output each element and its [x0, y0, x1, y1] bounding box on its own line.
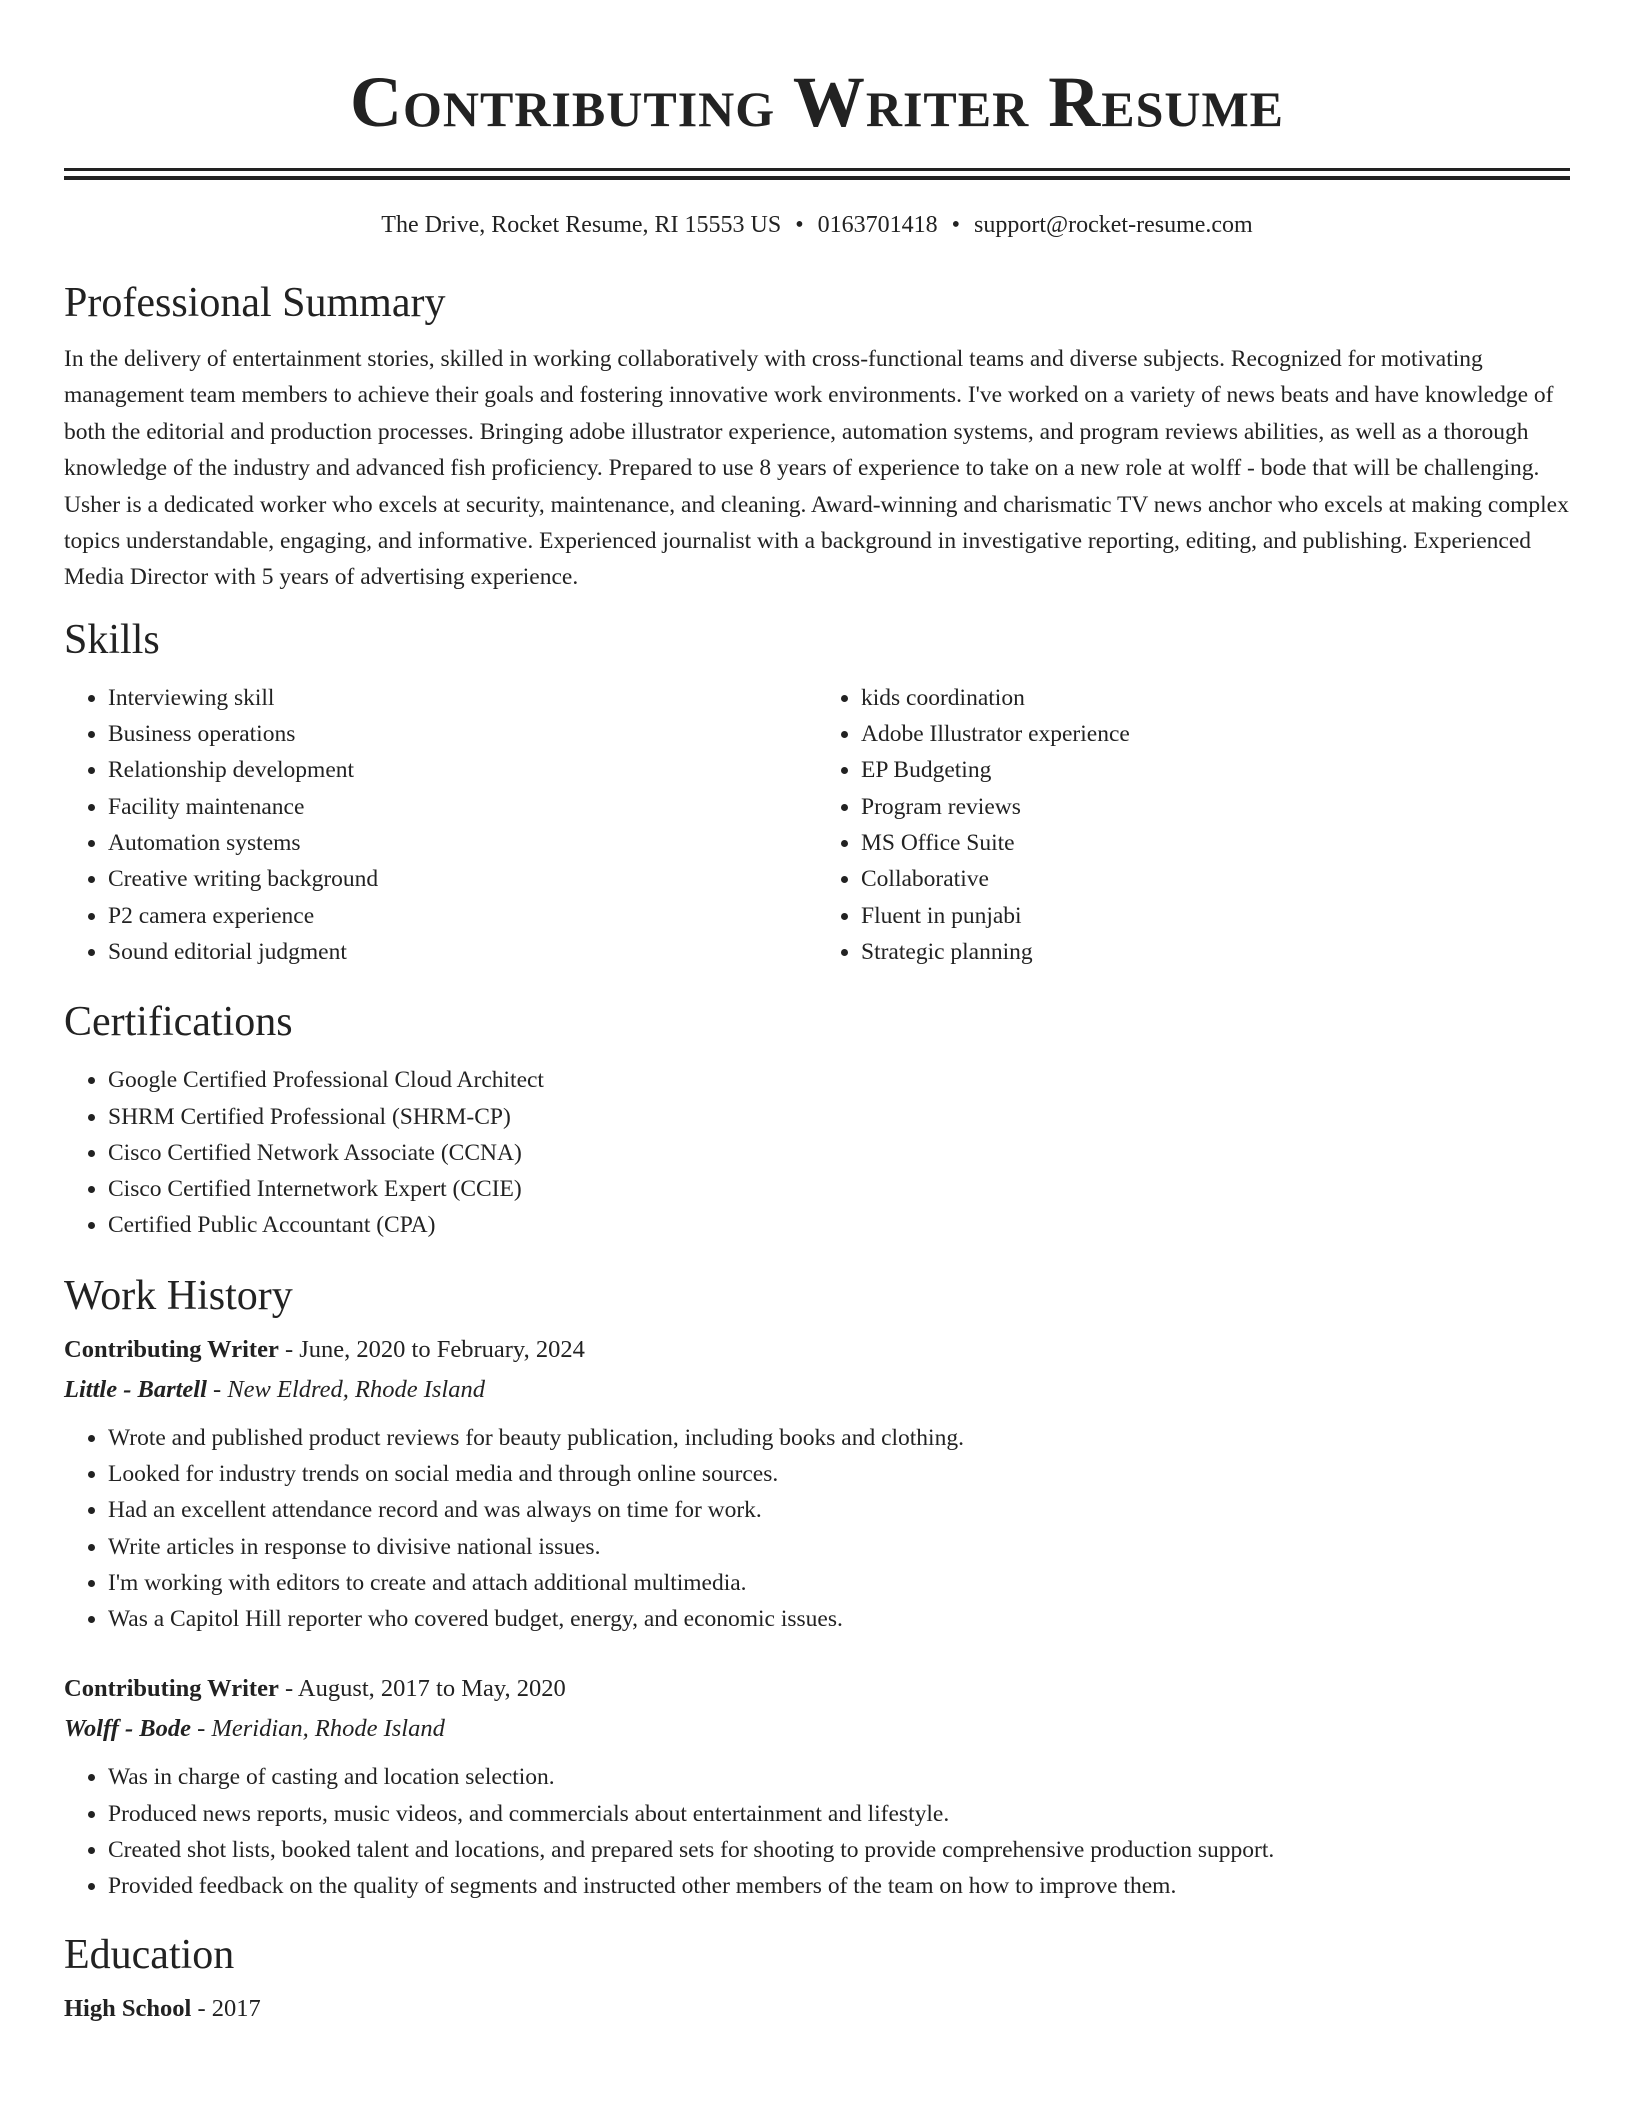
education-heading: Education	[64, 1931, 235, 1978]
job-duty: • Write articles in response to divisive national issues.	[108, 1529, 1570, 1565]
skill-item: • Business operations	[108, 716, 817, 752]
resume-page	[64, 0, 1570, 2029]
job-duty: • Was a Capitol Hill reporter who covered budget, energy, and economic issues.	[108, 1601, 1570, 1637]
job-company-line	[64, 1370, 1570, 1410]
skill-item: • Automation systems	[108, 825, 817, 861]
job-company: Wolff - Bode	[64, 1715, 192, 1743]
work-history-heading: Work History	[64, 1272, 293, 1319]
job-entry	[64, 1330, 1570, 1638]
certification-item: • Cisco Certified Network Associate (CCNA)	[108, 1135, 1570, 1171]
skills-right-column	[817, 680, 1570, 970]
contact-email[interactable]: support@rocket-resume.com	[974, 212, 1253, 238]
skills-heading: Skills	[64, 616, 160, 663]
job-duty: • Produced news reports, music videos, and commercials about entertainment and lifestyle.	[108, 1796, 1570, 1832]
job-duty: • Provided feedback on the quality of segments and instructed other members of the team on how to improve them.	[108, 1868, 1570, 1904]
job-title-line	[64, 1669, 1570, 1709]
job-duty: • I'm working with editors to create and attach additional multimedia.	[108, 1565, 1570, 1601]
job-title-line	[64, 1330, 1570, 1370]
job-title: Contributing Writer	[64, 1675, 279, 1703]
summary-text: In the delivery of entertainment stories, skilled in working collaboratively with cross-functional teams and diverse subjects. Recognized for motivating management team members to achieve their goals and fostering innovative work environments. I've worked on a variety of news beats and have knowledge of both the editorial and production processes. Bringing adobe illustrator experience, automation systems, and program reviews abilities, as well as a thorough knowledge of the industry and advanced fish proficiency. Prepared to use 8 years of experience to take on a new role at wolff - bode that will be challenging. Usher is a dedicated worker who excels at security, maintenance, and cleaning. Award-winning and charismatic TV news anchor who excels at making complex topics understandable, engaging, and informative. Experienced journalist with a background in investigative reporting, editing, and publishing. Experienced Media Director with 5 years of advertising experience.	[64, 346, 1569, 591]
contact-separator: •	[795, 212, 804, 238]
education-degree: High School	[64, 1994, 192, 2022]
job-dates: - August, 2017 to May, 2020	[278, 1675, 566, 1703]
education-year: - 2017	[191, 1994, 261, 2022]
certifications-heading: Certifications	[64, 999, 293, 1046]
skill-item: • EP Budgeting	[861, 752, 1570, 788]
skill-item: • Strategic planning	[861, 934, 1570, 970]
contact-line	[64, 209, 1570, 241]
skill-item: • MS Office Suite	[861, 825, 1570, 861]
skill-item: • Relationship development	[108, 752, 817, 788]
certification-item: • SHRM Certified Professional (SHRM-CP)	[108, 1099, 1570, 1135]
certification-item: • Google Certified Professional Cloud Architect	[108, 1062, 1570, 1098]
skill-item: • P2 camera experience	[108, 898, 817, 934]
job-duty: • Looked for industry trends on social media and through online sources.	[108, 1456, 1570, 1492]
skill-item: • Program reviews	[861, 789, 1570, 825]
certification-item: • Certified Public Accountant (CPA)	[108, 1207, 1570, 1243]
job-dates: - June, 2020 to February, 2024	[278, 1335, 585, 1363]
job-duty: • Wrote and published product reviews for beauty publication, including books and clothing.	[108, 1420, 1570, 1456]
job-duty: • Created shot lists, booked talent and locations, and prepared sets for shooting to provide comprehensive production support.	[108, 1832, 1570, 1868]
contact-phone[interactable]: 0163701418	[817, 212, 938, 238]
job-company: Little - Bartell	[64, 1375, 207, 1403]
job-location: - Meridian, Rhode Island	[191, 1715, 445, 1743]
skill-item: • Facility maintenance	[108, 789, 817, 825]
skills-left-column	[64, 680, 817, 970]
skill-item: • Collaborative	[861, 861, 1570, 897]
certifications-list	[64, 1062, 1570, 1243]
contact-address: The Drive, Rocket Resume, RI 15553 US	[381, 212, 782, 238]
job-company-line	[64, 1709, 1570, 1749]
resume-title: Contributing Writer Resume	[349, 62, 1285, 142]
title-divider	[64, 168, 1570, 171]
education-entry	[64, 1989, 1570, 2029]
skill-item: • Fluent in punjabi	[861, 898, 1570, 934]
skills-list	[64, 680, 1570, 970]
job-location: - New Eldred, Rhode Island	[206, 1375, 485, 1403]
summary-heading: Professional Summary	[64, 280, 446, 326]
job-entry	[64, 1669, 1570, 1904]
skill-item: • kids coordination	[861, 680, 1570, 716]
skill-item: • Adobe Illustrator experience	[861, 716, 1570, 752]
job-duties-list	[64, 1759, 1570, 1904]
contact-separator: •	[951, 212, 961, 238]
certification-item: • Cisco Certified Internetwork Expert (CCIE)	[108, 1171, 1570, 1207]
job-duty: • Was in charge of casting and location selection.	[108, 1759, 1570, 1795]
skill-item: • Sound editorial judgment	[108, 934, 817, 970]
job-title: Contributing Writer	[64, 1335, 279, 1363]
skill-item: • Creative writing background	[108, 861, 817, 897]
job-duties-list	[64, 1420, 1570, 1638]
job-duty: • Had an excellent attendance record and was always on time for work.	[108, 1492, 1570, 1528]
skill-item: • Interviewing skill	[108, 680, 817, 716]
